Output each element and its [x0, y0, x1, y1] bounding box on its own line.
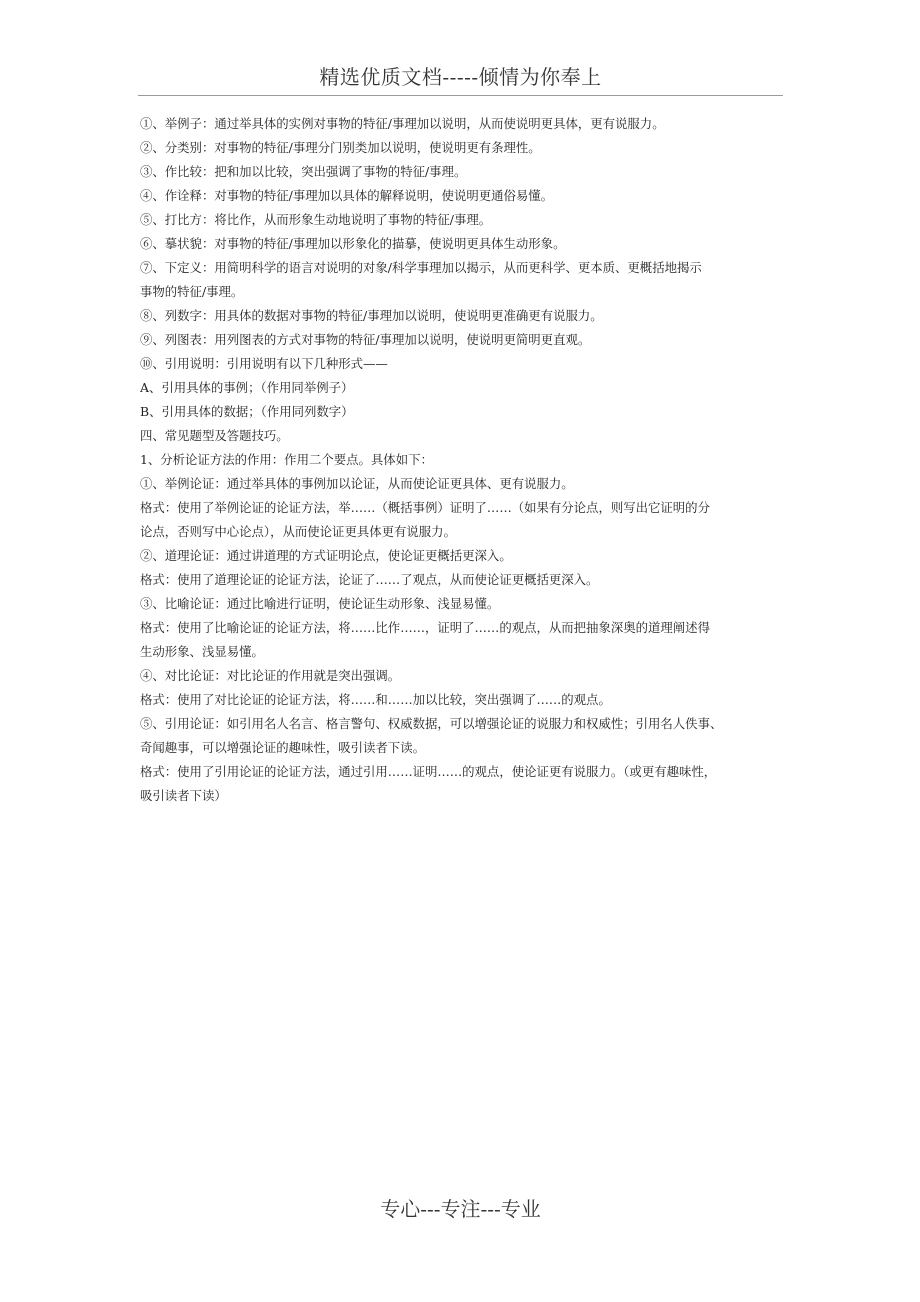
text-line: ②、分类别：对事物的特征/事理分门别类加以说明，使说明更有条理性。: [140, 140, 541, 155]
text-line: ①、举例论证：通过举具体的事例加以论证，从而使论证更具体、更有说服力。: [140, 476, 574, 491]
text-line: 1、分析论证方法的作用：作用二个要点。具体如下：: [140, 452, 433, 467]
text-line: 事物的特征/事理。: [140, 284, 244, 299]
text-line: 奇闻趣事，可以增强论证的趣味性，吸引读者下读。: [140, 740, 425, 755]
text-line: 格式：使用了道理论证的论证方法，论证了……了观点，从而使论证更概括更深入。: [140, 572, 599, 587]
text-line: 格式：使用了对比论证的论证方法，将……和……加以比较，突出强调了……的观点。: [140, 692, 611, 707]
page-footer-text: 专心---专注---专业: [380, 1197, 541, 1221]
text-line: ①、举例子：通过举具体的实例对事物的特征/事理加以说明，从而使说明更具体，更有说服力。: [140, 116, 665, 131]
text-line: 格式：使用了举例论证的论证方法，举……（概括事例）证明了……（如果有分论点，则写出它证明的分: [140, 500, 710, 515]
text-line: ④、对比论证：对比论证的作用就是突出强调。: [140, 668, 401, 683]
text-line: 论点，否则写中心论点），从而使论证更具体更有说服力。: [140, 524, 456, 539]
text-line: A、引用具体的事例；（作用同举例子）: [140, 380, 354, 395]
text-line: ⑤、打比方：将比作，从而形象生动地说明了事物的特征/事理。: [140, 212, 492, 227]
text-line: ②、道理论证：通过讲道理的方式证明论点，使论证更概括更深入。: [140, 548, 512, 563]
text-line: B、引用具体的数据；（作用同列数字）: [140, 404, 354, 419]
text-line: ⑤、引用论证：如引用名人名言、格言警句、权威数据，可以增强论证的说服力和权威性；引用名人佚事、: [140, 716, 723, 731]
page-header-title: 精选优质文档-----倾情为你奉上: [319, 65, 602, 89]
text-line: 格式：使用了引用论证的论证方法，通过引用……证明……的观点，使论证更有说服力。（或更有趣味性，: [140, 764, 717, 779]
text-line: ⑦、下定义：用简明科学的语言对说明的对象/科学事理加以揭示，从而更科学、更本质、更概括地揭示: [140, 260, 702, 275]
text-line: ⑧、列数字：用具体的数据对事物的特征/事理加以说明，使说明更准确更有说服力。: [140, 308, 603, 323]
section-heading: 四、常见题型及答题技巧。: [140, 428, 289, 443]
document-body: [140, 112, 785, 808]
page-header: [138, 62, 783, 96]
text-line: 生动形象、浅显易懂。: [140, 644, 264, 659]
text-line: 格式：使用了比喻论证的论证方法，将……比作……，证明了……的观点，从而把抽象深奥的道理阐述得: [140, 620, 710, 635]
text-line: ③、比喻论证：通过比喻进行证明，使论证生动形象、浅显易懂。: [140, 596, 500, 611]
text-line: ④、作诠释：对事物的特征/事理加以具体的解释说明，使说明更通俗易懂。: [140, 188, 554, 203]
text-line: 吸引读者下读）: [140, 788, 227, 803]
text-line: ⑥、摹状貌：对事物的特征/事理加以形象化的描摹，使说明更具体生动形象。: [140, 236, 566, 251]
text-line: ⑨、列图表：用列图表的方式对事物的特征/事理加以说明，使说明更简明更直观。: [140, 332, 591, 347]
page-footer: [138, 1194, 783, 1224]
text-line: ⑩、引用说明：引用说明有以下几种形式——: [140, 356, 388, 371]
text-line: ③、作比较：把和加以比较，突出强调了事物的特征/事理。: [140, 164, 467, 179]
